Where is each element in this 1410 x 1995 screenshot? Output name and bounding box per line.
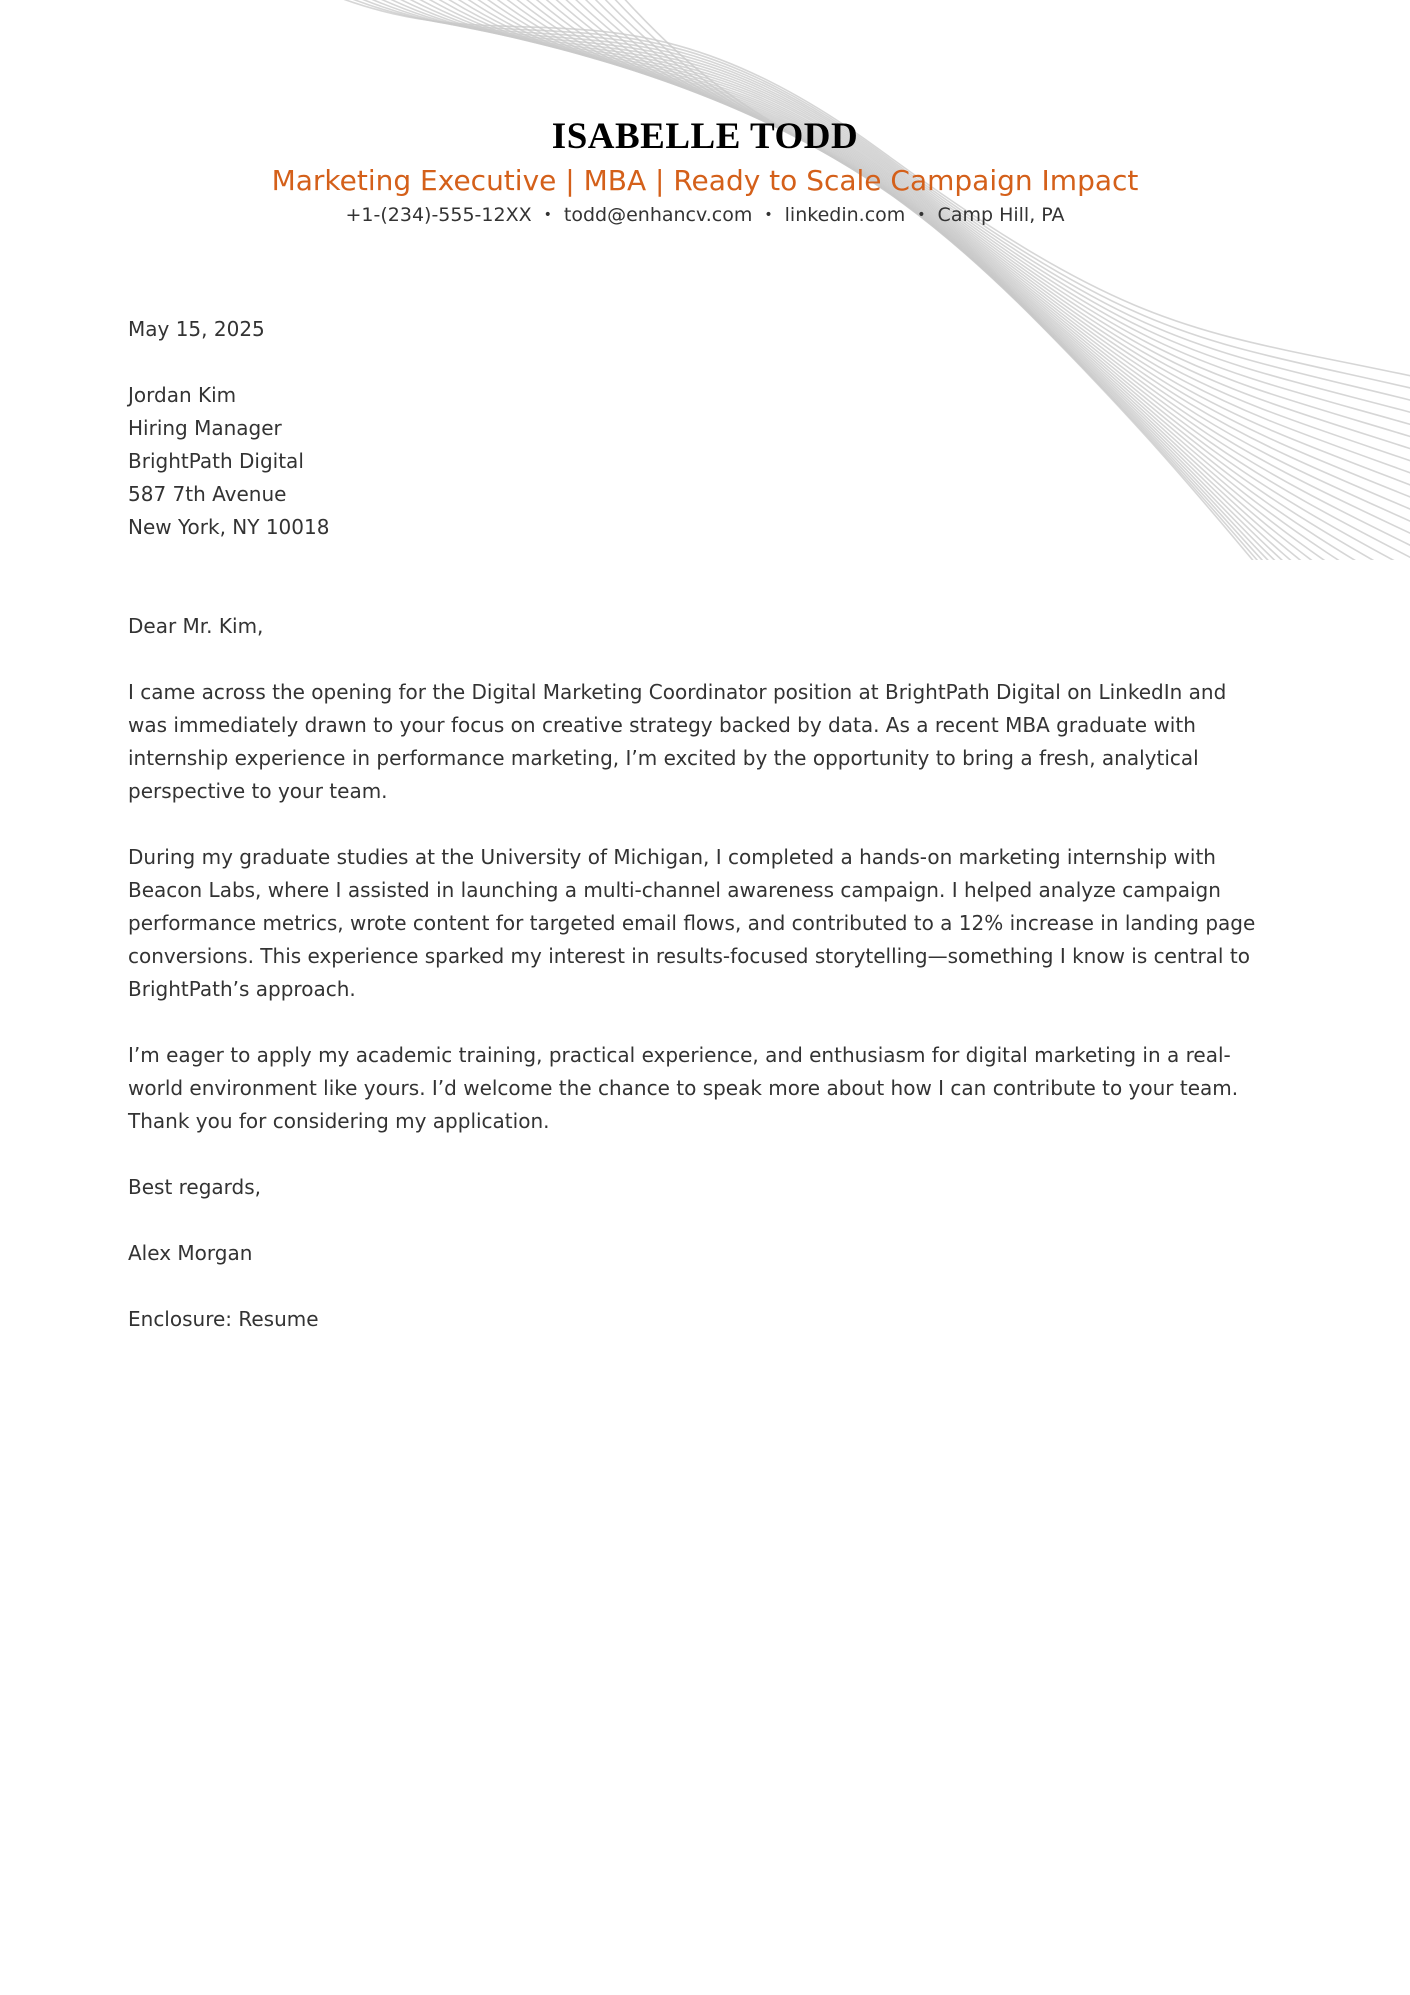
- contact-phone: +1-(234)-555-12XX: [345, 204, 532, 226]
- recipient-address: [128, 379, 1268, 544]
- recipient-name: Jordan Kim: [128, 383, 237, 407]
- recipient-street: 587 7th Avenue: [128, 482, 287, 506]
- salutation: Dear Mr. Kim,: [128, 614, 264, 638]
- contact-linkedin: linkedin.com: [784, 204, 906, 226]
- signature: Alex Morgan: [128, 1241, 253, 1265]
- bullet-separator: •: [764, 207, 773, 223]
- recipient-company: BrightPath Digital: [128, 449, 304, 473]
- letter-body: [128, 313, 1268, 1336]
- closing: Best regards,: [128, 1175, 262, 1199]
- body-paragraph: During my graduate studies at the University of Michigan, I completed a hands-on marketing internship with Beacon Labs, where I assisted in launching a multi-channel awareness campaign. I helped analyze campaign performance metrics, wrote content for targeted email flows, and contributed to a 12% increase in landing page conversions. This experience sparked my interest in results-focused storytelling—something I know is central to BrightPath’s approach.: [128, 845, 1256, 1001]
- applicant-tagline: Marketing Executive | MBA | Ready to Scale Campaign Impact: [271, 164, 1139, 197]
- enclosure-note: Enclosure: Resume: [128, 1307, 319, 1331]
- letter-header: [0, 112, 1410, 230]
- letter-date: May 15, 2025: [128, 317, 265, 341]
- contact-location: Camp Hill, PA: [937, 204, 1065, 226]
- bullet-separator: •: [543, 207, 552, 223]
- body-paragraph: I came across the opening for the Digital Marketing Coordinator position at BrightPath Digital on LinkedIn and was immediately drawn to your focus on creative strategy backed by data. As a recent MBA graduate with internship experience in performance marketing, I’m excited by the opportunity to bring a fresh, analytical perspective to your team.: [128, 680, 1227, 803]
- body-paragraph: I’m eager to apply my academic training, practical experience, and enthusiasm for digital marketing in a real-world environment like yours. I’d welcome the chance to speak more about how I can contribute to your team. Thank you for considering my application.: [128, 1043, 1239, 1133]
- contact-email: todd@enhancv.com: [563, 204, 753, 226]
- recipient-title: Hiring Manager: [128, 416, 282, 440]
- applicant-name: ISABELLE TODD: [551, 116, 859, 157]
- bullet-separator: •: [917, 207, 926, 223]
- contact-line: [0, 202, 1410, 230]
- recipient-city: New York, NY 10018: [128, 515, 330, 539]
